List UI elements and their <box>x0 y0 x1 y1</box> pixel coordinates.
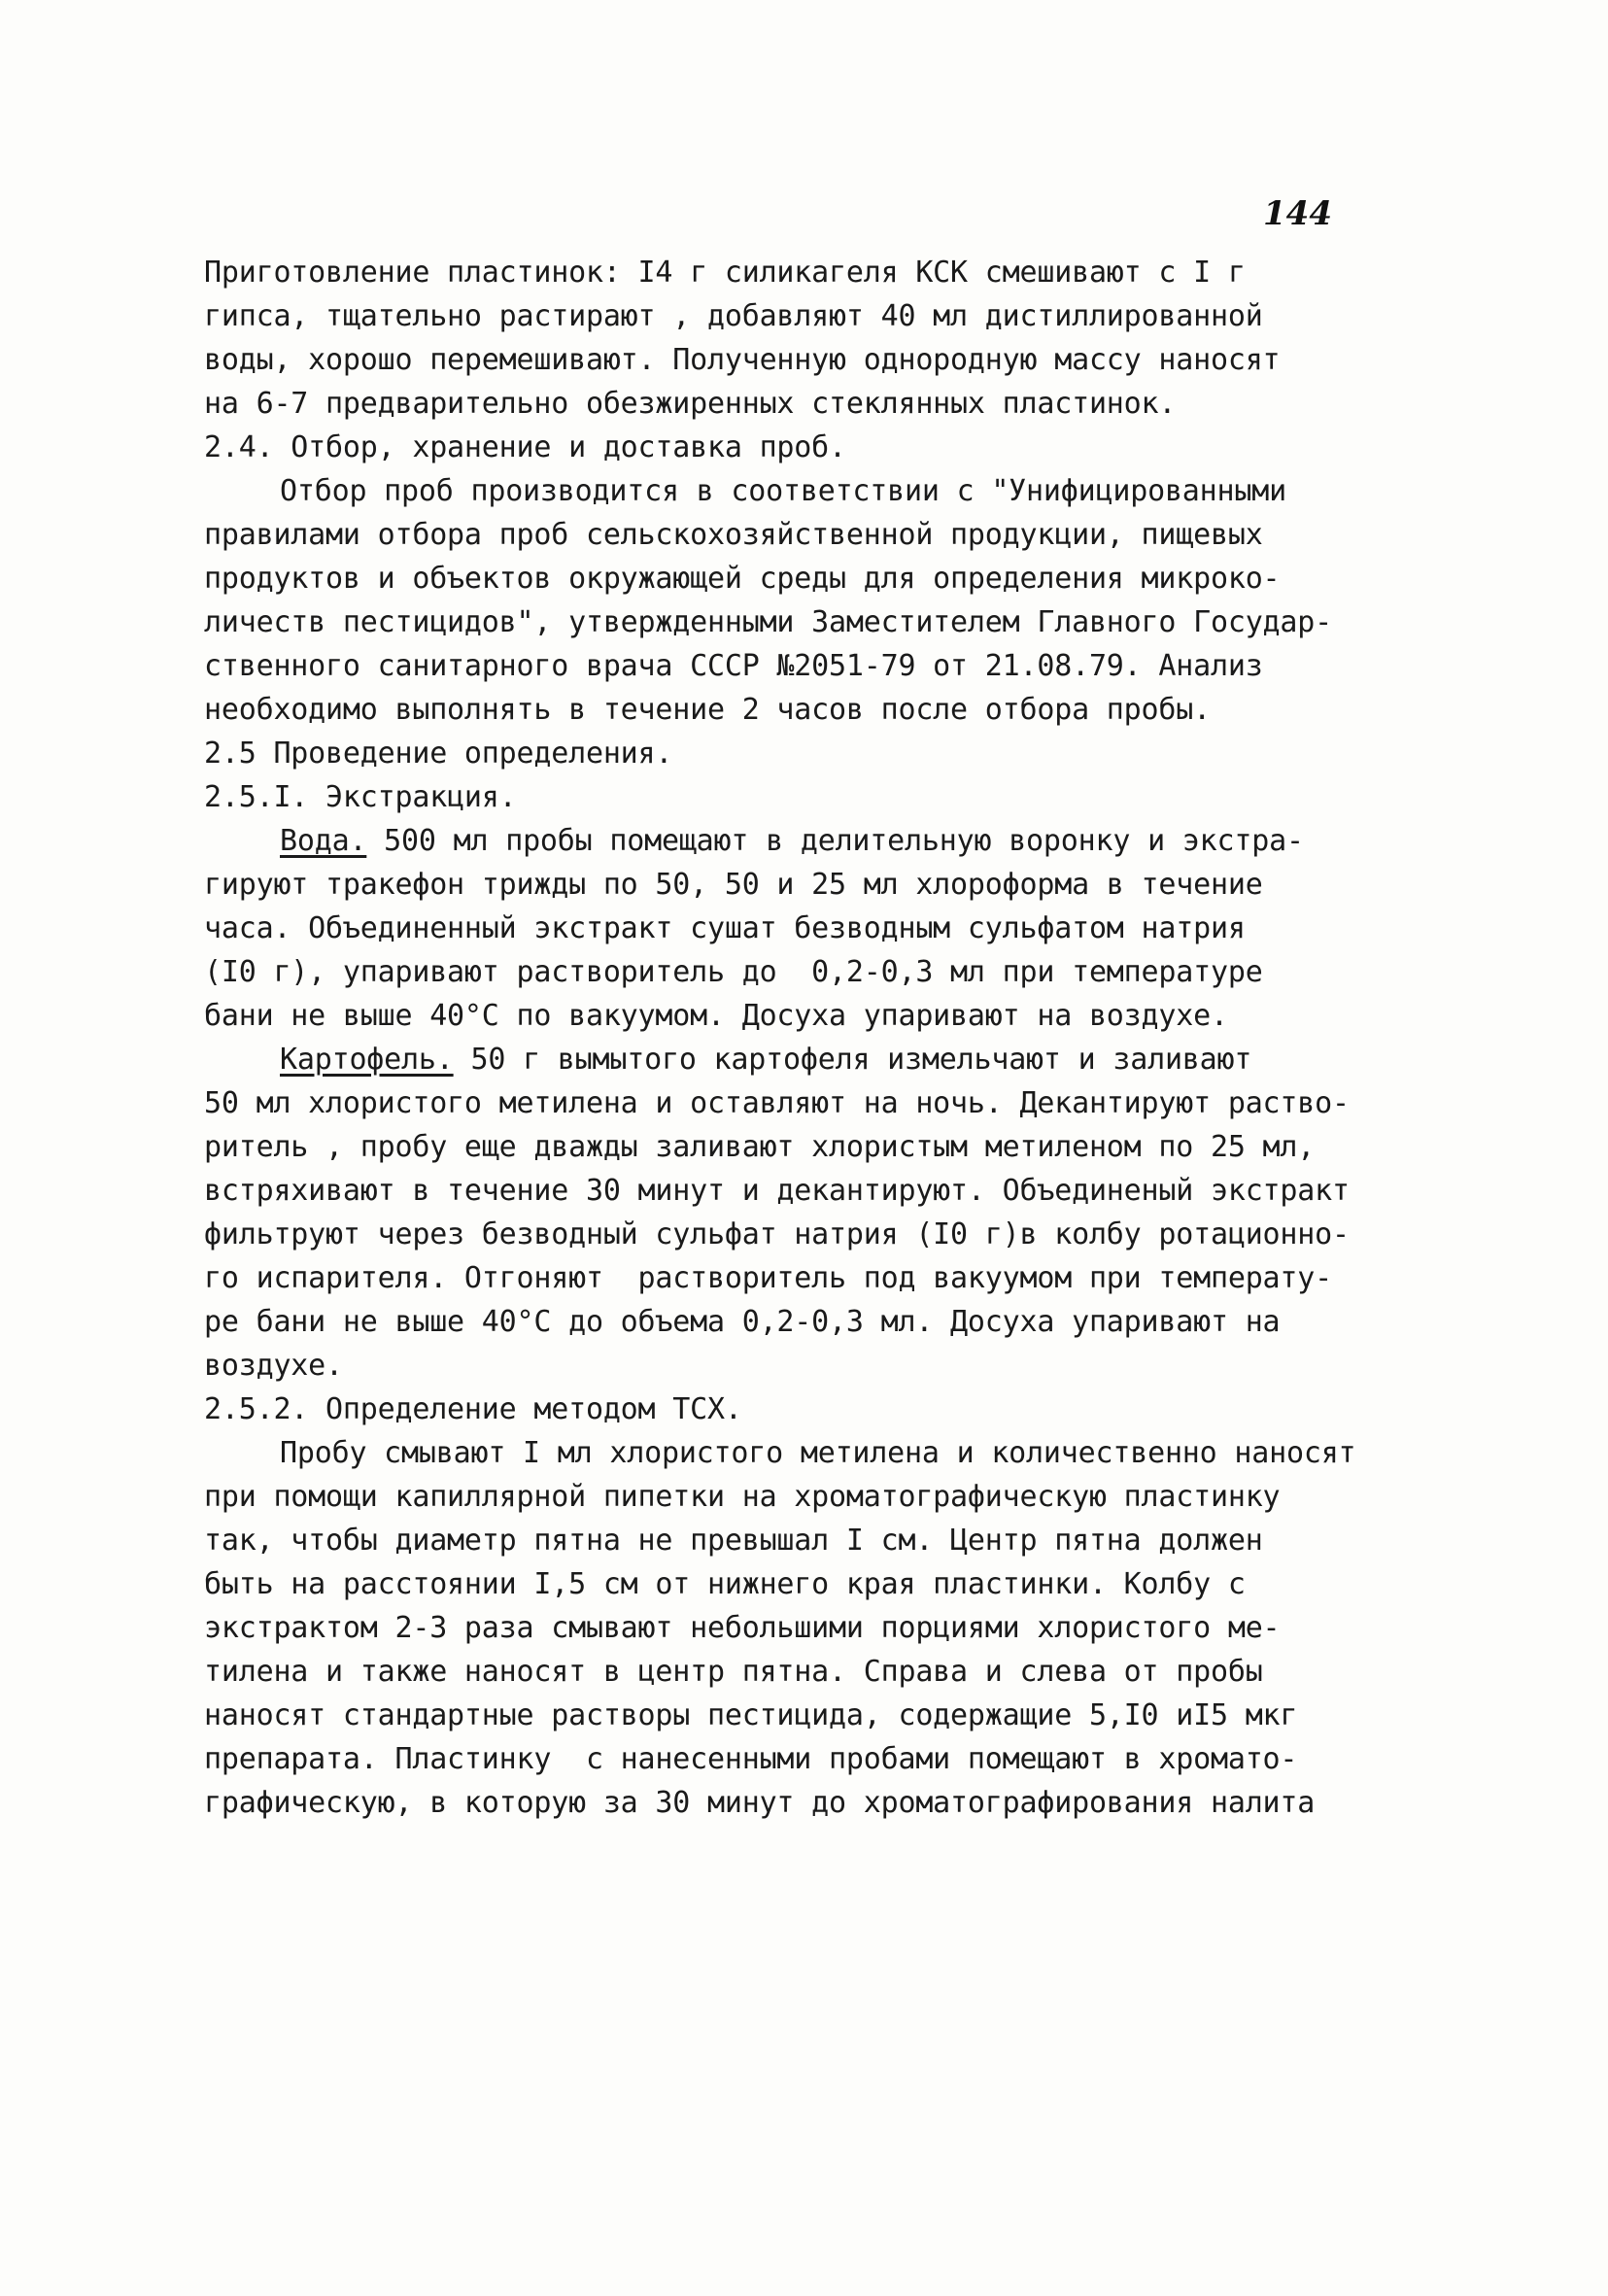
text-line: Отбор проб производится в соответствии с "Унифицированными <box>280 474 1286 508</box>
text-line: воздухе. <box>204 1349 343 1383</box>
text-line: на 6-7 предварительно обезжиренных стеклянных пластинок. <box>204 387 1177 421</box>
text-line: продуктов и объектов окружающей среды для определения микроко- <box>204 562 1281 596</box>
text-line: быть на расстоянии I,5 см от нижнего края пластинки. Колбу с <box>204 1567 1246 1601</box>
section-heading: 2.5.I. Экстракция. <box>204 780 517 814</box>
page-number: 144 <box>1263 194 1332 233</box>
text-line: экстрактом 2-3 раза смывают небольшими порциями хлористого ме- <box>204 1611 1281 1645</box>
line-rest: 50 г вымытого картофеля измельчают и заливают <box>453 1043 1252 1077</box>
text-line: Приготовление пластинок: I4 г силикагеля КСК смешивают с I г <box>204 256 1246 290</box>
text-line: 50 мл хлористого метилена и оставляют на ночь. Декантируют раство- <box>204 1086 1350 1120</box>
body-text <box>204 251 1496 1825</box>
text-line: при помощи капиллярной пипетки на хроматографическую пластинку <box>204 1480 1281 1514</box>
text-line: фильтруют через безводный сульфат натрия (I0 г)в колбу ротационно- <box>204 1217 1350 1251</box>
underlined-lead: Картофель. <box>280 1043 454 1077</box>
text-line: го испарителя. Отгоняют растворитель под вакуумом при температу- <box>204 1261 1332 1295</box>
section-heading: 2.5.2. Определение методом ТСХ. <box>204 1392 742 1426</box>
section-heading: 2.4. Отбор, хранение и доставка проб. <box>204 430 846 464</box>
text-line <box>204 1038 1496 1081</box>
text-line: препарата. Пластинку с нанесенными пробами помещают в хромато- <box>204 1742 1298 1776</box>
text-line: личеств пестицидов", утвержденными Заместителем Главного Государ- <box>204 605 1332 639</box>
text-line: необходимо выполнять в течение 2 часов после отбора пробы. <box>204 693 1211 727</box>
section-heading: 2.5 Проведение определения. <box>204 737 673 771</box>
line-rest: 500 мл пробы помещают в делительную воронку и экстра- <box>366 824 1304 858</box>
underlined-lead: Вода. <box>280 824 367 858</box>
text-line: тилена и также наносят в центр пятна. Справа и слева от пробы <box>204 1655 1263 1689</box>
text-line: Пробу смывают I мл хлористого метилена и количественно наносят <box>280 1436 1356 1470</box>
text-line <box>204 819 1496 863</box>
text-line: (I0 г), упаривают растворитель до 0,2-0,3 мл при температуре <box>204 955 1263 989</box>
text-line: часа. Объединенный экстракт сушат безводным сульфатом натрия <box>204 911 1246 945</box>
text-line: гипса, тщательно растирают , добавляют 40 мл дистиллированной <box>204 299 1263 333</box>
text-line: ре бани не выше 40°C до объема 0,2-0,3 мл. Досуха упаривают на <box>204 1305 1281 1339</box>
text-line: бани не выше 40°C по вакуумом. Досуха упаривают на воздухе. <box>204 999 1228 1033</box>
text-line: встряхивают в течение 30 минут и декантируют. Объединеный экстракт <box>204 1174 1350 1208</box>
text-line: ственного санитарного врача СССР №2051-79 от 21.08.79. Анализ <box>204 649 1263 683</box>
text-line: наносят стандартные растворы пестицида, содержащие 5,I0 иI5 мкг <box>204 1698 1298 1732</box>
text-line: ритель , пробу еще дважды заливают хлористым метиленом по 25 мл, <box>204 1130 1316 1164</box>
text-line: правилами отбора проб сельскохозяйственной продукции, пищевых <box>204 518 1263 552</box>
text-line: гируют тракефон трижды по 50, 50 и 25 мл хлороформа в течение <box>204 868 1263 902</box>
text-line: графическую, в которую за 30 минут до хроматографирования налита <box>204 1786 1316 1820</box>
text-line: воды, хорошо перемешивают. Полученную однородную массу наносят <box>204 343 1281 377</box>
text-line: так, чтобы диаметр пятна не превышал I см. Центр пятна должен <box>204 1524 1263 1558</box>
